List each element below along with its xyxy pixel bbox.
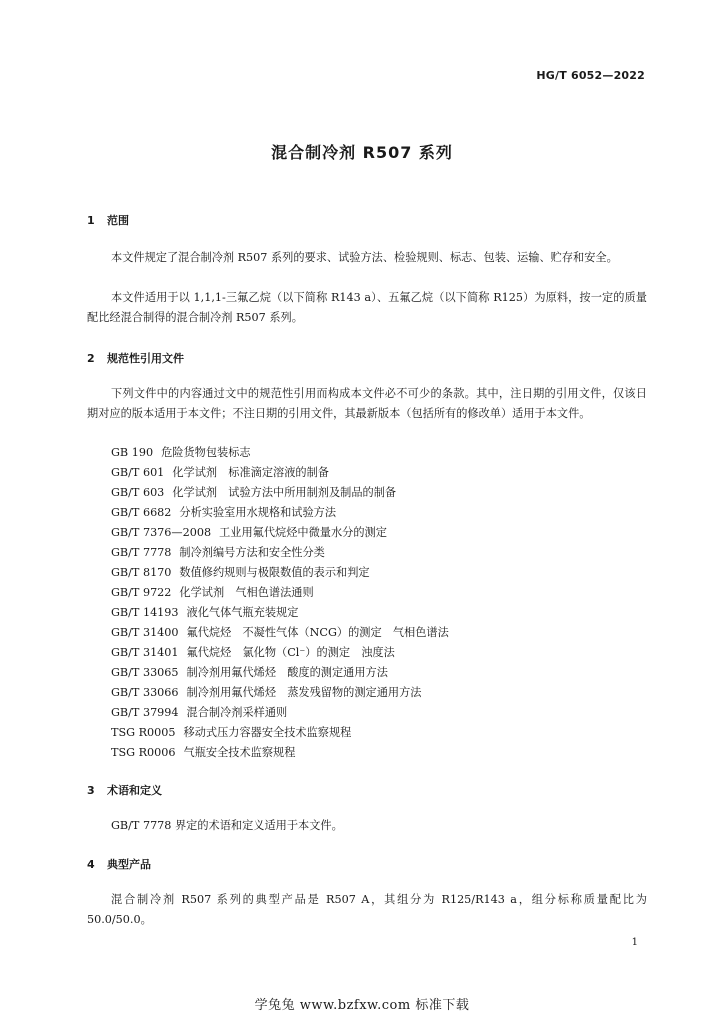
section-2-heading [87, 350, 184, 366]
section-1-heading [87, 212, 129, 228]
section-number: 2 [87, 352, 95, 365]
reference-item: GB/T 31401 氟代烷烃 氯化物（Cl⁻）的测定 浊度法 [111, 646, 395, 659]
section-1-paragraph-2: 本文件适用于以 1,1,1-三氟乙烷（以下简称 R143 a）、五氟乙烷（以下简称 R125）为原料，按一定的质量配比经混合制得的混合制冷剂 R507 系列。 [87, 291, 647, 324]
reference-item: GB/T 31400 氟代烷烃 不凝性气体（NCG）的测定 气相色谱法 [111, 626, 449, 639]
reference-item: GB/T 7778 制冷剂编号方法和安全性分类 [111, 546, 325, 559]
reference-item: GB/T 603 化学试剂 试验方法中所用制剂及制品的制备 [111, 486, 397, 499]
section-title: 范围 [107, 214, 129, 227]
footer-watermark-text: 学兔兔 www.bzfxw.com 标准下载 [254, 998, 470, 1013]
section-title: 术语和定义 [107, 784, 162, 797]
section-2-paragraph-1: 下列文件中的内容通过文中的规范性引用而构成本文件必不可少的条款。其中，注日期的引用文件，仅该日期对应的版本适用于本文件；不注日期的引用文件，其最新版本（包括所有的修改单）适用于本文件。 [87, 387, 647, 420]
section-title: 典型产品 [107, 858, 151, 871]
standard-code: HG/T 6052—2022 [536, 69, 645, 82]
section-1-paragraph-1: 本文件规定了混合制冷剂 R507 系列的要求、试验方法、检验规则、标志、包装、运输、贮存和安全。 [111, 251, 618, 264]
section-title: 规范性引用文件 [107, 352, 184, 365]
page-number: 1 [631, 937, 638, 948]
document-title: 混合制冷剂 R507 系列 [271, 143, 453, 162]
reference-item: GB/T 14193 液化气体气瓶充装规定 [111, 606, 299, 619]
reference-item: GB/T 8170 数值修约规则与极限数值的表示和判定 [111, 566, 370, 579]
reference-item: GB/T 7376—2008 工业用氟代烷烃中微量水分的测定 [111, 526, 387, 539]
section-3-paragraph-1: GB/T 7778 界定的术语和定义适用于本文件。 [111, 819, 343, 832]
reference-item: TSG R0006 气瓶安全技术监察规程 [111, 746, 296, 759]
reference-item: GB/T 33066 制冷剂用氟代烯烃 蒸发残留物的测定通用方法 [111, 686, 422, 699]
section-3-heading [87, 782, 162, 798]
reference-item: GB/T 601 化学试剂 标准滴定溶液的制备 [111, 466, 329, 479]
reference-item: TSG R0005 移动式压力容器安全技术监察规程 [111, 726, 352, 739]
reference-item: GB/T 37994 混合制冷剂采样通则 [111, 706, 288, 719]
section-number: 3 [87, 784, 95, 797]
section-4-heading [87, 856, 151, 872]
reference-item: GB/T 6682 分析实验室用水规格和试验方法 [111, 506, 337, 519]
reference-item: GB 190 危险货物包装标志 [111, 446, 251, 459]
reference-item: GB/T 9722 化学试剂 气相色谱法通则 [111, 586, 314, 599]
section-4-paragraph-1: 混合制冷剂 R507 系列的典型产品是 R507 A，其组分为 R125/R143 a，组分标称质量配比为 50.0/50.0。 [87, 893, 647, 926]
section-number: 1 [87, 214, 95, 227]
section-number: 4 [87, 858, 95, 871]
reference-item: GB/T 33065 制冷剂用氟代烯烃 酸度的测定通用方法 [111, 666, 388, 679]
